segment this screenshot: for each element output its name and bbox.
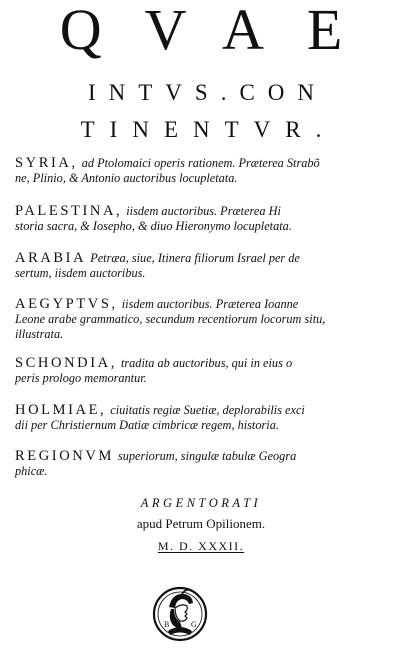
entry-text: dii per Christiernum Datiæ cimbricæ regem, historia. <box>15 418 279 432</box>
entry-line <box>15 356 395 371</box>
entry-text: ad Ptolomaici operis rationem. Præterea Strabõ <box>81 156 320 170</box>
entry-text: illustrata. <box>15 327 64 341</box>
entry-heading: HOLMIAE, <box>15 402 107 418</box>
entry-line <box>15 251 395 266</box>
entry-text: iisdem auctoribus. Præterea Ioanne <box>121 297 299 311</box>
entry-heading: SCHONDIA, <box>15 355 117 371</box>
entry-heading: AEGYPTVS, <box>15 296 118 312</box>
contents-entry-regionvm <box>15 449 395 479</box>
contents-entry-palestina <box>15 204 395 234</box>
entry-heading: ARABIA <box>15 250 87 266</box>
contents-entry-aegyptvs <box>15 297 395 342</box>
entry-text: superiorum, singulæ tabulæ Geogra <box>117 449 297 463</box>
entry-text: ciuitatis regiæ Suetiæ, deplorabilis exci <box>110 403 305 417</box>
title-line-2: INTVS.CON <box>87 80 328 105</box>
entry-text: phicæ. <box>15 464 48 478</box>
entry-heading: PALESTINA, <box>15 203 123 219</box>
contents-entry-syria <box>15 156 395 186</box>
entry-line <box>15 204 395 219</box>
entry-text: peris prologo memorantur. <box>15 371 147 385</box>
entry-line <box>15 297 395 312</box>
contents-entry-arabia <box>15 251 395 281</box>
entry-text: Petræa, siue, Itinera filiorum Israel per de <box>90 251 300 265</box>
title-line-1: QVAE <box>59 0 386 62</box>
emblem-letter-b: B <box>164 620 170 629</box>
entry-text: storia sacra, & Iosepho, & diuo Hieronymo locupletata. <box>15 219 292 233</box>
entry-line <box>15 403 395 418</box>
imprint-place: ARGENTORATI <box>140 496 262 510</box>
emblem-letter-g: G <box>191 620 197 629</box>
contents-entry-holmiae <box>15 403 395 433</box>
imprint-year <box>0 539 402 554</box>
entry-text: tradita ab auctoribus, qui in eius o <box>120 356 293 370</box>
entry-text: iisdem auctoribus. Præterea Hi <box>126 204 281 218</box>
contents-entry-schondia <box>15 356 395 386</box>
entry-line <box>15 449 395 464</box>
entry-line <box>15 156 395 171</box>
imprint-year-text: M. D. XXXII. <box>157 539 245 553</box>
entry-text: Leone arabe grammatico, secundum recentiorum locorum situ, <box>15 312 326 326</box>
entry-heading: SYRIA, <box>15 155 78 171</box>
entry-text: sertum, iisdem auctoribus. <box>15 266 146 280</box>
entry-text: ne, Plinio, & Antonio auctoribus locupletata. <box>15 171 238 185</box>
printers-device-helmeted-head-icon <box>152 583 208 645</box>
entry-heading: REGIONVM <box>15 448 114 464</box>
imprint-printer: apud Petrum Opilionem. <box>136 516 266 531</box>
title-line-3: TINENTVR. <box>80 117 337 142</box>
